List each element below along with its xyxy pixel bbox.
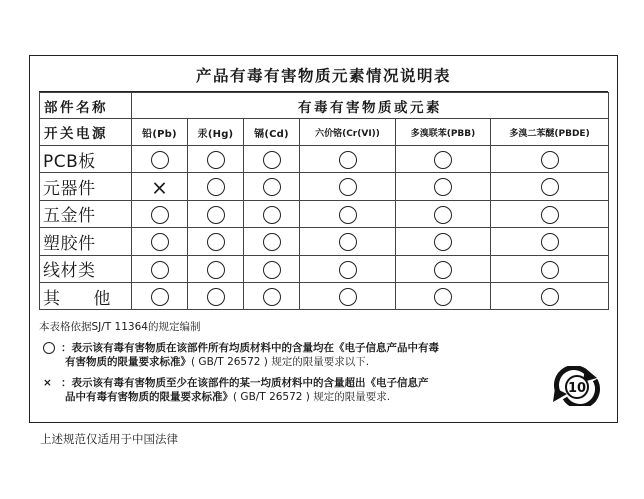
compliant-circle-icon [434, 233, 452, 251]
cross-legend-line2-bold: 品中有毒有害物质的限量要求标准》 [65, 391, 233, 403]
compliance-cell [188, 228, 244, 255]
cross-legend-note: × ：表示该有毒有害物质至少在该部件的某一均质材料中的含量超出《电子信息产 品中有毒有害物质的限量要求标准》( GB/T 26572 ) 规定的限量要求. [43, 377, 429, 403]
compliance-cell [396, 255, 491, 282]
part-name-cell: 塑胶件 [40, 228, 132, 255]
circle-legend-line2-bold: 有害物质的限量要求标准》 [65, 356, 191, 368]
switch-power-header: 开关电源 [40, 119, 132, 146]
cross-legend-line1: 表示该有毒有害物质至少在该部件的某一均质材料中的含量超出《电子信息产 [71, 377, 429, 389]
compliance-cell [188, 282, 244, 309]
compliance-cell [491, 255, 609, 282]
compliance-cell [188, 173, 244, 200]
compliant-circle-icon [434, 288, 452, 306]
table-row [40, 200, 609, 227]
table-title: 产品有毒有害物质元素情况说明表 [195, 67, 451, 85]
compliant-circle-icon [339, 206, 357, 224]
compliant-circle-icon [207, 261, 225, 279]
compliance-cell [132, 200, 188, 227]
part-name-cell: 其 他 [40, 282, 132, 309]
compliance-cell [396, 146, 491, 173]
compliant-circle-icon [434, 206, 452, 224]
compliance-cell [244, 146, 300, 173]
table-row [40, 228, 609, 255]
compliant-circle-icon [207, 233, 225, 251]
compliant-circle-icon [541, 178, 559, 196]
compliance-cell [491, 173, 609, 200]
basis-note: 本表格依据SJ/T 11364的规定编制 [39, 321, 201, 333]
compliance-cell [396, 173, 491, 200]
compliance-cell [188, 146, 244, 173]
compliance-cell [132, 173, 188, 200]
header-row-1 [40, 93, 609, 119]
compliant-circle-icon [434, 178, 452, 196]
compliance-cell [244, 282, 300, 309]
hazardous-substance-table-frame [29, 55, 618, 423]
compliant-circle-icon [263, 178, 281, 196]
compliant-circle-icon [151, 233, 169, 251]
element-header-pb: 铅(Pb) [132, 119, 188, 146]
compliance-cell [244, 200, 300, 227]
compliance-cell [491, 228, 609, 255]
table-row [40, 146, 609, 173]
compliant-circle-icon [151, 261, 169, 279]
compliant-circle-icon [263, 151, 281, 169]
compliance-cell [188, 255, 244, 282]
compliance-cell [244, 255, 300, 282]
compliance-cell [244, 228, 300, 255]
compliant-circle-icon [339, 151, 357, 169]
compliance-cell [491, 200, 609, 227]
part-name-cell: 五金件 [40, 200, 132, 227]
circle-legend-note: ：表示该有毒有害物质在该部件所有均质材料中的含量均在《电子信息产品中有毒 有害物质的限量要求标准》( GB/T 26572 ) 规定的限量要求以下. [43, 341, 563, 369]
compliant-circle-icon [339, 261, 357, 279]
compliance-cell [300, 228, 396, 255]
compliant-circle-icon [541, 288, 559, 306]
compliance-cell [300, 146, 396, 173]
compliant-circle-icon [207, 151, 225, 169]
compliant-circle-icon [339, 178, 357, 196]
compliant-circle-icon [151, 151, 169, 169]
compliant-circle-icon [207, 206, 225, 224]
compliance-cell [396, 228, 491, 255]
part-name-cell: PCB板 [40, 146, 132, 173]
substance-table [39, 92, 609, 310]
compliant-circle-icon [434, 261, 452, 279]
compliant-circle-icon [541, 233, 559, 251]
compliance-cell [300, 255, 396, 282]
element-header-hg: 汞(Hg) [188, 119, 244, 146]
compliant-circle-icon [339, 233, 357, 251]
compliance-cell [132, 146, 188, 173]
compliance-cell [491, 282, 609, 309]
compliant-circle-icon [263, 288, 281, 306]
compliant-circle-icon [151, 288, 169, 306]
circle-legend-icon [43, 342, 55, 354]
efup-number: 10 [567, 381, 587, 396]
compliance-cell [300, 173, 396, 200]
element-header-pbb: 多溴联苯(PBB) [396, 119, 491, 146]
substance-group-header: 有毒有害物质或元素 [132, 93, 609, 119]
compliance-cell [396, 200, 491, 227]
compliant-circle-icon [541, 151, 559, 169]
compliant-circle-icon [541, 261, 559, 279]
compliant-circle-icon [434, 151, 452, 169]
compliant-circle-icon [263, 206, 281, 224]
table-row [40, 255, 609, 282]
circle-legend-line1: 表示该有毒有害物质在该部件所有均质材料中的含量均在《电子信息产品中有毒 [71, 342, 439, 354]
element-header-cd: 镉(Cd) [244, 119, 300, 146]
cross-legend-line2-rest: ( GB/T 26572 ) 规定的限量要求. [233, 391, 391, 403]
compliant-circle-icon [263, 233, 281, 251]
compliance-cell [300, 282, 396, 309]
compliance-cell [188, 200, 244, 227]
compliance-cell [132, 282, 188, 309]
compliance-cell [300, 200, 396, 227]
compliant-circle-icon [263, 261, 281, 279]
part-name-cell: 线材类 [40, 255, 132, 282]
cross-legend-icon: × [43, 377, 52, 389]
exceeds-cross-icon: × [151, 175, 168, 200]
part-name-cell: 元器件 [40, 173, 132, 200]
efup-10-year-icon [549, 366, 605, 406]
table-row [40, 173, 609, 200]
compliant-circle-icon [207, 288, 225, 306]
compliance-cell [132, 228, 188, 255]
table-row [40, 282, 609, 309]
compliance-cell [244, 173, 300, 200]
compliant-circle-icon [207, 178, 225, 196]
header-row-2 [40, 119, 609, 146]
compliance-cell [132, 255, 188, 282]
compliant-circle-icon [541, 206, 559, 224]
compliant-circle-icon [151, 206, 169, 224]
part-name-header: 部件名称 [40, 93, 132, 119]
element-header-pbde: 多溴二苯醚(PBDE) [491, 119, 609, 146]
compliance-cell [396, 282, 491, 309]
compliance-cell [491, 146, 609, 173]
compliant-circle-icon [339, 288, 357, 306]
footer-note: 上述规范仅适用于中国法律 [40, 432, 178, 446]
circle-legend-line2-rest: ( GB/T 26572 ) 规定的限量要求以下. [191, 356, 370, 368]
element-header-cr6: 六价铬(Cr(VI)) [300, 119, 396, 146]
